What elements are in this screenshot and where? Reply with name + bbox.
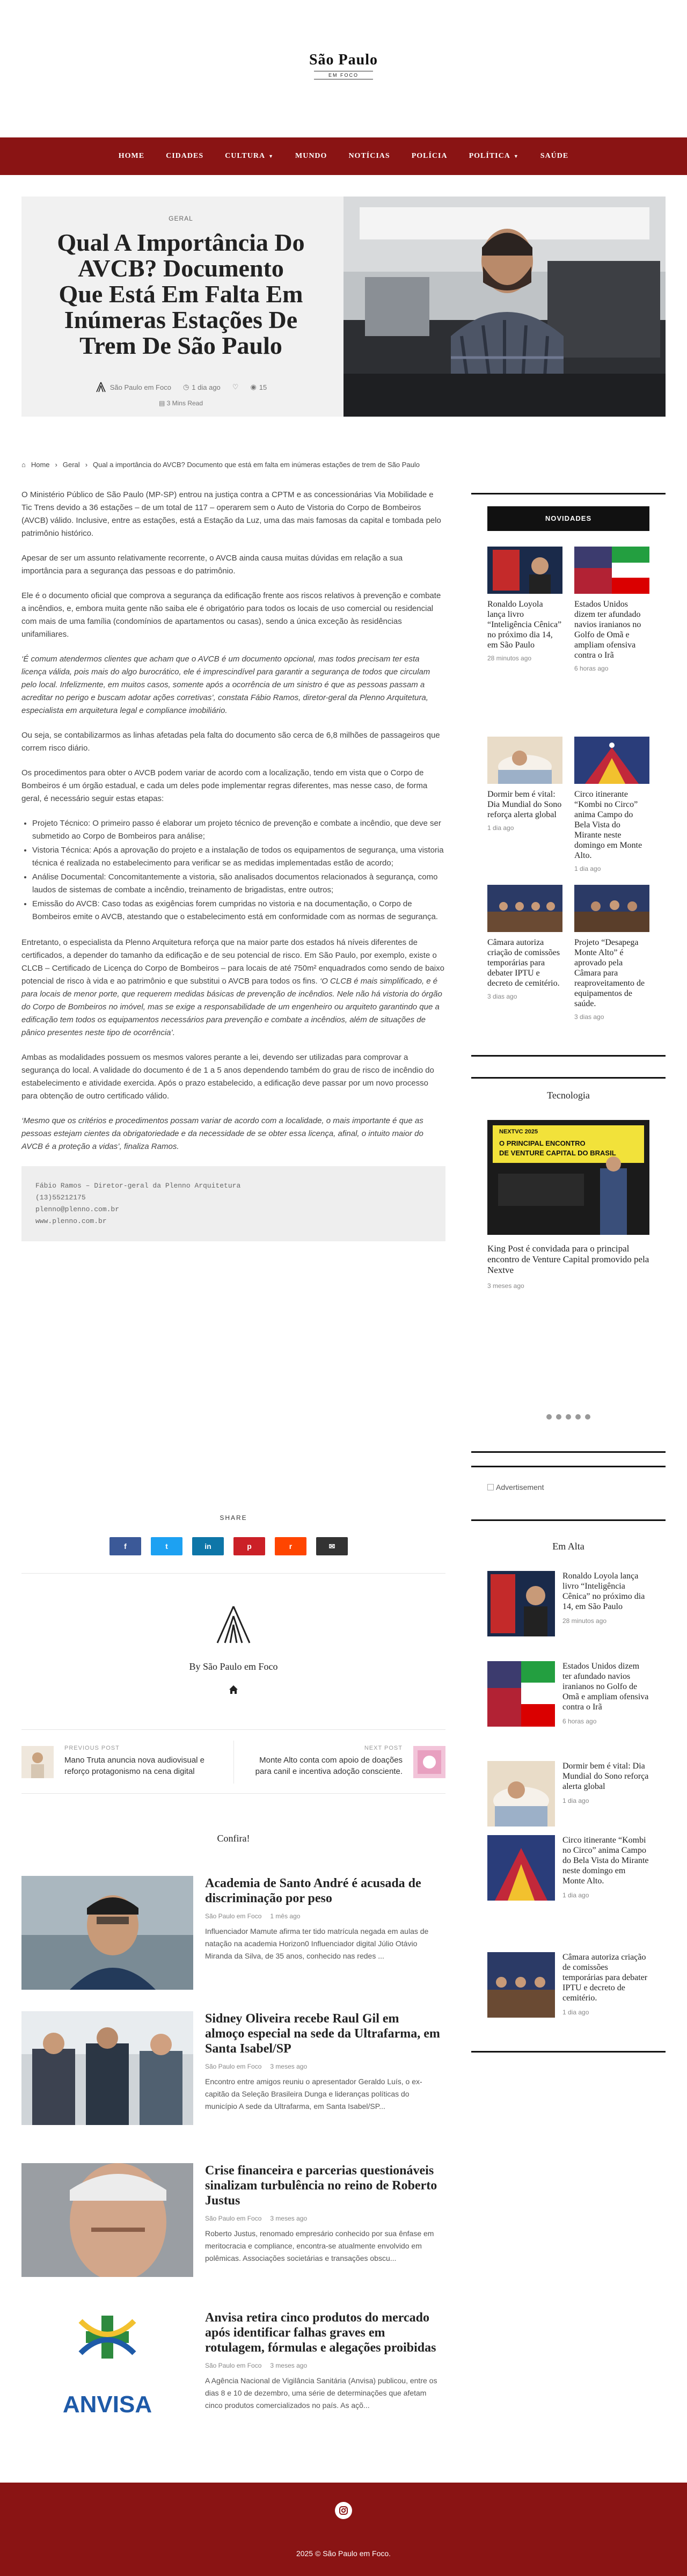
related-meta bbox=[205, 2215, 441, 2222]
signature-line[interactable]: plenno@plenno.com.br bbox=[35, 1205, 120, 1213]
carousel-dot[interactable] bbox=[585, 1414, 590, 1420]
tecnologia-heading: Tecnologia bbox=[547, 1090, 590, 1101]
site-footer bbox=[0, 2483, 687, 2576]
trending-image bbox=[487, 1571, 555, 1636]
news-image bbox=[574, 737, 649, 784]
news-date: 3 dias ago bbox=[574, 1013, 604, 1021]
related-title[interactable]: Anvisa retira cinco produtos do mercado após identificar falhas graves em rotulagem, fórmulas e alegações proibidas bbox=[205, 2311, 436, 2355]
facebook-icon: f bbox=[124, 1542, 127, 1551]
news-title: Circo itinerante “Kombi no Circo” anima Campo do Bela Vista do Mirante neste domingo em Monte Alto. bbox=[574, 790, 642, 860]
article-paragraph: Ele é o documento oficial que comprova a segurança da edificação frente aos riscos relativos à prevenção e combate a incêndios, e, embora muita gente não saiba ele é obrigatório para todos os locais de uso comercial ou residencial com mais de uma família (condomínios de apartamentos ou casas), sendo a única exceção às residências unifamiliares. bbox=[21, 591, 441, 639]
paragraph-quote: ‘O CLCB é mais simplificado, e é para locais de menor porte, que requerem medidas básicas de prevenção de incêndios. Nele não há vistoria do órgão do Corpo de Bombeiros no imóvel, mas se exige a responsabilidade de um engenheiro ou arquiteto garantindo que a edificação tem todos os equipamentos necessários para prevenção e combate a incêndios, além de situações de pânico presentes neste tipo de ocorrência’. bbox=[21, 977, 442, 1037]
copyright: 2025 © São Paulo em Foco. bbox=[296, 2549, 391, 2558]
next-post-thumbnail[interactable] bbox=[413, 1746, 445, 1778]
hero-date: 1 dia ago bbox=[192, 383, 221, 391]
breadcrumb bbox=[21, 461, 483, 469]
banner-line-2: DE VENTURE CAPITAL DO BRASIL bbox=[499, 1149, 616, 1157]
related-excerpt: Roberto Justus, renomado empresário conhecido por sua ênfase em meritocracia e compliance, encontra-se atualmente envolvido em polêmicas. Associações societárias e transações obscu... bbox=[205, 2229, 434, 2262]
news-card[interactable] bbox=[487, 547, 562, 662]
related-image[interactable] bbox=[21, 1876, 193, 1990]
related-excerpt: Encontro entre amigos reuniu o apresentador Geraldo Luís, o ex-capitão da Seleção Brasileira Dunga e lideranças políticas do município A sede da Ultrafarma, em Santa Isabel/SP... bbox=[205, 2077, 422, 2111]
author-name[interactable]: By São Paulo em Foco bbox=[189, 1661, 278, 1672]
related-post bbox=[21, 2310, 445, 2428]
related-excerpt: Influenciador Mamute afirma ter tido matrícula negada em aulas de natação na academia Horizon0 Influenciador digital Júlio Otávio Miranda da Silva, de 35 anos, conhecido nas redes ... bbox=[205, 1927, 429, 1960]
next-post-link[interactable] bbox=[242, 1745, 403, 1777]
trending-image bbox=[487, 1661, 555, 1727]
nav-label: CULTURA bbox=[225, 152, 266, 160]
news-image bbox=[574, 885, 649, 932]
hero-section bbox=[21, 197, 666, 417]
breadcrumb-home[interactable]: Home bbox=[31, 461, 50, 469]
trending-title-text: Câmara autoriza criação de comissões temporárias para debater IPTU e decreto de cemitério. bbox=[562, 1953, 648, 2003]
divider bbox=[471, 1519, 666, 1521]
reddit-icon: r bbox=[289, 1542, 293, 1551]
pinterest-icon: p bbox=[247, 1542, 252, 1551]
article-paragraph bbox=[21, 936, 445, 1039]
trending-date: 1 dia ago bbox=[562, 1891, 589, 1899]
home-icon[interactable] bbox=[228, 1684, 239, 1695]
list-item: • Análise Documental: Concomitantemente a vistoria, são analisados documentos relacionados à segurança, como laudos de sistemas de combate a incêndio, treinamento de brigadistas, entre outros; bbox=[32, 871, 445, 897]
prev-post-label: PREVIOUS POST bbox=[64, 1745, 120, 1751]
related-date: 3 meses ago bbox=[270, 2063, 308, 2070]
related-title[interactable]: Academia de Santo André é acusada de discriminação por peso bbox=[205, 1876, 421, 1905]
news-date: 6 horas ago bbox=[574, 665, 609, 672]
prev-post-link[interactable] bbox=[64, 1745, 225, 1777]
related-author[interactable]: São Paulo em Foco bbox=[205, 2362, 262, 2369]
nav-label: MUNDO bbox=[295, 152, 327, 160]
advertisement[interactable] bbox=[487, 1483, 544, 1491]
divider bbox=[471, 1466, 666, 1467]
article-paragraph: Ou seja, se contabilizarmos as linhas afetadas pela falta do documento são cerca de 6,8 milhões de passageiros que correm risco diário. bbox=[21, 731, 440, 753]
divider bbox=[471, 2051, 666, 2053]
share-email-button[interactable] bbox=[316, 1537, 348, 1555]
banner-small: NEXTVC 2025 bbox=[499, 1129, 538, 1135]
related-meta bbox=[205, 2063, 441, 2070]
related-text bbox=[205, 1876, 441, 1962]
author-logo-icon[interactable] bbox=[212, 1603, 255, 1646]
signature-line: Fábio Ramos – Diretor-geral da Plenno Arquitetura bbox=[35, 1182, 241, 1190]
nav-item-noticias[interactable] bbox=[338, 152, 400, 161]
trending-image bbox=[487, 1835, 555, 1901]
nav-label: SAÚDE bbox=[540, 152, 569, 160]
hero-image bbox=[344, 197, 666, 417]
trending-title bbox=[562, 1835, 649, 1901]
news-card[interactable] bbox=[574, 737, 649, 872]
related-meta bbox=[205, 2362, 441, 2369]
trending-title-text: Ronaldo Loyola lança livro “Inteligência Cênica” no próximo dia 14, em São Paulo bbox=[562, 1571, 645, 1611]
related-post bbox=[21, 2163, 445, 2281]
trending-title bbox=[562, 1952, 649, 2018]
trending-date: 6 horas ago bbox=[562, 1718, 597, 1725]
instagram-icon[interactable] bbox=[335, 2502, 352, 2519]
trending-item[interactable] bbox=[487, 1761, 649, 1836]
related-title[interactable]: Crise financeira e parcerias questionáveis sinalizam turbulência no reino de Roberto Justus bbox=[205, 2164, 437, 2208]
author-avatar-icon bbox=[95, 381, 107, 393]
trending-title-text: Circo itinerante “Kombi no Circo” anima Campo do Bela Vista do Mirante neste domingo em Monte Alto. bbox=[562, 1836, 649, 1886]
related-text bbox=[205, 2011, 441, 2113]
prev-post-thumbnail[interactable] bbox=[21, 1746, 54, 1778]
nav-item-home[interactable] bbox=[108, 152, 155, 161]
article-paragraph: O Ministério Público de São Paulo (MP-SP) entrou na justiça contra a CPTM e as concessionárias Via Mobilidade e Tic Trens devido a 36 estações – de um total de 117 – operarem sem o Auto de Vistoria do Corpo de Bombeiros (AVCB) válido. Inclusive, entre as estações, está a Estação da Luz, uma das mais famosas da capital e tombada pelo patrimônio histórico. bbox=[21, 490, 441, 538]
trending-item[interactable] bbox=[487, 1952, 649, 2027]
list-item: • Projeto Técnico: O primeiro passo é elaborar um projeto técnico de prevenção e combate a incêndio, que deve ser submetido ao Corpo de Bombeiros para análise; bbox=[32, 817, 445, 843]
divider bbox=[233, 1741, 234, 1784]
article-paragraph: Os procedimentos para obter o AVCB podem variar de acordo com a localização, tendo em vista que o Corpo de Bombeiros é um órgão estadual, e cada um deles pode implementar regras diferentes, mas nesse caso, de forma geral, é necessário seguir estas etapas: bbox=[21, 768, 428, 803]
list-item: • Vistoria Técnica: Após a aprovação do projeto e a instalação de todos os equipamentos de segurança, uma vistoria técnica é realizada no estabelecimento para verificar se as medidas implementadas estão de acordo; bbox=[32, 844, 445, 870]
news-card[interactable] bbox=[487, 885, 562, 1000]
article-quote: ‘Mesmo que os critérios e procedimentos possam variar de acordo com a localidade, o mais importante é que as pessoas estejam cientes da obrigatoriedade e da necessidade de se obter essa licença, afinal, o intuito maior do AVCB é a proteção a vidas’, finaliza Ramos. bbox=[21, 1116, 423, 1151]
paragraph-text: Entretanto, o especialista da Plenno Arquitetura reforça que na maior parte dos estados há níveis diferentes de certificados, a depender do tamanho da edificação e de seu potencial de risco. Em São Paulo, por exemplo, existe o CLCB – Certificado de Licença do Corpo de Bombeiros – para locais de até 750m² enquadrados como sendo de baixo potencial de risco à vida e ao patrimônio e que substitui o AVCB para todos os fins. bbox=[21, 938, 444, 986]
chevron-down-icon: ▼ bbox=[513, 154, 519, 159]
tecnologia-title[interactable]: King Post é convidada para o principal encontro de Venture Capital promovido pela Nextve bbox=[487, 1243, 649, 1275]
logo-subtitle: EM FOCO bbox=[314, 71, 373, 79]
news-title: Projeto “Desapega Monte Alto” é aprovado pela Câmara para reaproveitamento de equipamentos de saúde. bbox=[574, 938, 645, 1008]
hero-views: 15 bbox=[259, 383, 267, 391]
eye-icon: ◉ bbox=[250, 383, 257, 391]
trending-title-text: Estados Unidos dizem ter afundado navios iranianos no Golfo de Omã e ampliam ofensiva contra o Irã bbox=[562, 1662, 649, 1712]
trending-image bbox=[487, 1761, 555, 1827]
news-title: Ronaldo Loyola lança livro “Inteligência Cênica” no próximo dia 14, em São Paulo bbox=[487, 600, 562, 650]
news-title: Câmara autoriza criação de comissões temporárias para debater IPTU e decreto de cemitério. bbox=[487, 938, 560, 988]
nav-item-mundo[interactable] bbox=[284, 152, 338, 161]
email-icon: ✉ bbox=[328, 1541, 335, 1551]
news-title: Dormir bem é vital: Dia Mundial do Sono reforça alerta global bbox=[487, 790, 562, 819]
carousel-dots bbox=[546, 1414, 590, 1420]
related-title[interactable]: Sidney Oliveira recebe Raul Gil em almoço especial na sede da Ultrafarma, em Santa Isabel/SP bbox=[205, 2012, 440, 2056]
related-image[interactable] bbox=[21, 2310, 193, 2424]
hero-author[interactable]: São Paulo em Foco bbox=[109, 383, 171, 391]
share-linkedin-button[interactable] bbox=[192, 1537, 224, 1555]
heart-icon[interactable]: ♡ bbox=[232, 383, 239, 391]
linkedin-icon: in bbox=[204, 1542, 211, 1551]
tecnologia-date: 3 meses ago bbox=[487, 1282, 524, 1290]
share-buttons bbox=[109, 1537, 348, 1555]
list-item: • Emissão do AVCB: Caso todas as exigências forem cumpridas no vistoria e na documentação, o Corpo de Bombeiros emite o AVCB, atestando que o estabelecimento está em conformidade com as normas de segurança. bbox=[32, 898, 445, 923]
nav-label: NOTÍCIAS bbox=[348, 152, 390, 160]
home-icon[interactable]: ⌂ bbox=[21, 461, 26, 469]
trending-item[interactable] bbox=[487, 1661, 649, 1736]
clock-icon: ◷ bbox=[182, 383, 189, 391]
related-date: 3 meses ago bbox=[270, 2362, 308, 2369]
advertisement-label: Advertisement bbox=[496, 1483, 544, 1491]
post-navigation bbox=[21, 1729, 445, 1794]
chevron-down-icon: ▼ bbox=[268, 154, 274, 159]
news-image bbox=[487, 885, 562, 932]
share-reddit-button[interactable] bbox=[275, 1537, 306, 1555]
trending-date: 1 dia ago bbox=[562, 2009, 589, 2016]
share-label: SHARE bbox=[220, 1514, 247, 1522]
read-time-label: 3 Mins Read bbox=[166, 399, 203, 407]
news-image bbox=[574, 547, 649, 594]
trending-title bbox=[562, 1761, 649, 1806]
news-card[interactable] bbox=[574, 885, 649, 1021]
carousel-dot[interactable] bbox=[566, 1414, 571, 1420]
anvisa-logo-text: ANVISA bbox=[62, 2391, 152, 2418]
carousel-dot[interactable] bbox=[546, 1414, 552, 1420]
trending-date: 1 dia ago bbox=[562, 1797, 589, 1804]
broken-image-icon bbox=[487, 1484, 494, 1490]
breadcrumb-category[interactable]: Geral bbox=[62, 461, 80, 469]
signature-line: (13)55212175 bbox=[35, 1194, 86, 1202]
related-date: 3 meses ago bbox=[270, 2215, 308, 2222]
nav-item-cultura[interactable] bbox=[214, 152, 284, 161]
nav-label: POLÍCIA bbox=[411, 152, 448, 160]
share-twitter-button[interactable] bbox=[151, 1537, 182, 1555]
banner-line-1: O PRINCIPAL ENCONTRO bbox=[499, 1139, 586, 1147]
trending-date: 28 minutos ago bbox=[562, 1617, 607, 1625]
news-date: 28 minutos ago bbox=[487, 654, 532, 662]
steps-list bbox=[32, 817, 445, 923]
trending-item[interactable] bbox=[487, 1835, 649, 1910]
trending-title bbox=[562, 1571, 649, 1626]
news-title: Estados Unidos dizem ter afundado navios iranianos no Golfo de Omã e ampliam ofensiva contra o Irã bbox=[574, 600, 641, 660]
article-paragraph: Apesar de ser um assunto relativamente recorrente, o AVCB ainda causa muitas dúvidas em relação a sua importância para a segurança das pessoas e do patrimônio. bbox=[21, 554, 403, 576]
trending-image bbox=[487, 1952, 555, 2018]
related-text bbox=[205, 2310, 441, 2412]
hero-read-time bbox=[54, 399, 308, 407]
related-date: 1 mês ago bbox=[270, 1912, 301, 1920]
em-alta-heading: Em Alta bbox=[552, 1541, 584, 1552]
nav-item-saude[interactable] bbox=[530, 152, 579, 161]
site-logo[interactable] bbox=[290, 52, 397, 89]
nav-item-policia[interactable] bbox=[401, 152, 458, 161]
anvisa-logo-icon bbox=[21, 2310, 193, 2391]
main-navigation bbox=[0, 137, 687, 175]
next-post-title: Monte Alto conta com apoio de doações para canil e incentiva adoção consciente. bbox=[255, 1756, 403, 1776]
related-image[interactable] bbox=[21, 2011, 193, 2125]
nav-label: POLÍTICA bbox=[469, 152, 510, 160]
trending-title-text: Dormir bem é vital: Dia Mundial do Sono reforça alerta global bbox=[562, 1762, 649, 1791]
divider bbox=[21, 1573, 445, 1574]
twitter-icon: t bbox=[165, 1542, 168, 1551]
next-post-label: NEXT POST bbox=[364, 1745, 403, 1751]
share-pinterest-button[interactable] bbox=[233, 1537, 265, 1555]
related-image[interactable] bbox=[21, 2163, 193, 2277]
breadcrumb-current: Qual a importância do AVCB? Documento que está em falta em inúmeras estações de trem de São Paulo bbox=[93, 461, 420, 469]
related-post bbox=[21, 2011, 445, 2129]
prev-post-title: Mano Truta anuncia nova audiovisual e reforço protagonismo na cena digital bbox=[64, 1756, 205, 1776]
carousel-dot[interactable] bbox=[556, 1414, 561, 1420]
news-card[interactable] bbox=[487, 737, 562, 832]
news-date: 3 dias ago bbox=[487, 993, 517, 1000]
logo-title: São Paulo bbox=[309, 52, 378, 68]
news-date: 1 dia ago bbox=[574, 865, 601, 872]
signature-line[interactable]: www.plenno.com.br bbox=[35, 1217, 107, 1225]
nav-item-cidades[interactable] bbox=[155, 152, 214, 161]
news-date: 1 dia ago bbox=[487, 824, 514, 832]
news-card[interactable] bbox=[574, 547, 649, 672]
share-facebook-button[interactable] bbox=[109, 1537, 141, 1555]
novidades-heading: NOVIDADES bbox=[487, 506, 649, 531]
hero-meta bbox=[54, 381, 308, 393]
article-paragraph: Ambas as modalidades possuem os mesmos valores perante a lei, devendo ser utilizadas para comprovar a segurança do local. A validade do documento é de 1 a 5 anos dependendo também do grau de risco de incêndio do estabelecimento e atividade exercida. Após o prazo estabelecido, a edificação deve passar por um novo processo para obtenção de outro certificado válido. bbox=[21, 1053, 434, 1101]
news-image bbox=[487, 737, 562, 784]
nav-label: HOME bbox=[118, 152, 145, 160]
trending-item[interactable] bbox=[487, 1571, 649, 1646]
chevron-right-icon: › bbox=[55, 461, 57, 469]
related-heading: Confira! bbox=[217, 1833, 250, 1844]
signature-block bbox=[21, 1166, 445, 1241]
article-quote: ‘É comum atendermos clientes que acham que o AVCB é um documento opcional, mas todos precisam ter esta licença válida, pois mais do algo burocrático, ele é imprescindível para garantir a segurança de todos que circulam pelo local. Infelizmente, em muitos casos, somente após a ocorrência de um sinistro é que as pessoas passam a acreditar no perigo e buscam adotar ações corretivas’, constata Fábio Ramos, diretor-geral da Plenno Arquitetura, especialista em arquitetura legal e compliance imobiliário. bbox=[21, 654, 430, 715]
related-excerpt: A Agência Nacional de Vigilância Sanitária (Anvisa) publicou, entre os dias 8 e 10 de dezembro, uma série de determinações que afetam cinco produtos comercializados no país. As açõ... bbox=[205, 2376, 437, 2410]
article-title: Qual A Importância Do AVCB? Documento Que Está Em Falta Em Inúmeras Estações De Trem De São Paulo bbox=[57, 229, 305, 359]
article-body bbox=[21, 489, 445, 1256]
trending-title bbox=[562, 1661, 649, 1727]
tecnologia-image[interactable] bbox=[487, 1120, 649, 1235]
related-author[interactable]: São Paulo em Foco bbox=[205, 2063, 262, 2070]
related-author[interactable]: São Paulo em Foco bbox=[205, 1912, 262, 1920]
news-image bbox=[487, 547, 562, 594]
carousel-dot[interactable] bbox=[575, 1414, 581, 1420]
nav-label: CIDADES bbox=[166, 152, 204, 160]
chevron-right-icon: › bbox=[85, 461, 88, 469]
nav-item-politica[interactable] bbox=[458, 152, 530, 161]
related-text bbox=[205, 2163, 441, 2265]
related-meta bbox=[205, 1912, 441, 1920]
book-icon: ▤ bbox=[158, 399, 167, 407]
related-author[interactable]: São Paulo em Foco bbox=[205, 2215, 262, 2222]
related-post bbox=[21, 1876, 445, 1994]
hero-category[interactable]: GERAL bbox=[169, 215, 193, 222]
